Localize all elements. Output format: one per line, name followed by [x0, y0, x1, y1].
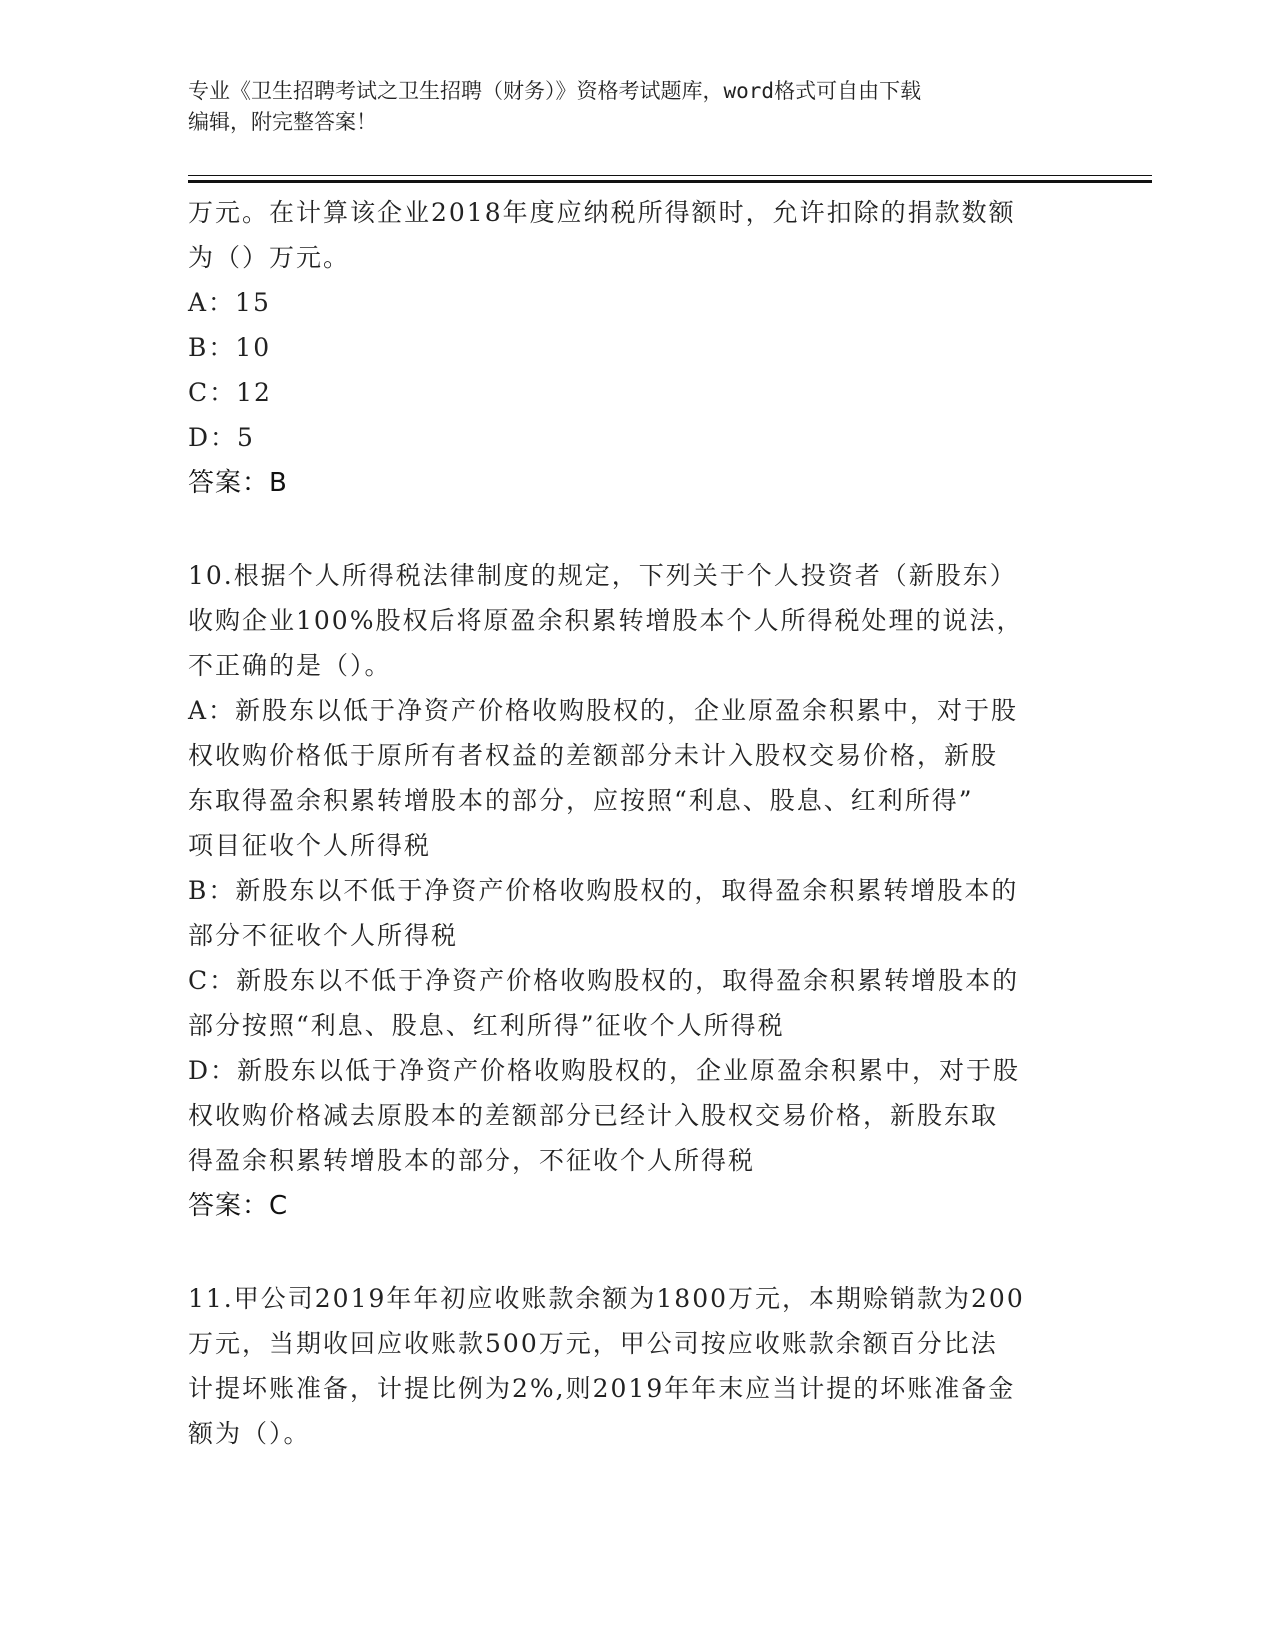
option-line: 部分不征收个人所得税 — [188, 921, 459, 950]
option-a: A：15 — [188, 288, 271, 317]
header-divider-thick — [188, 180, 1152, 183]
question-9-continued — [188, 190, 1088, 506]
option-line: D：新股东以低于净资产价格收购股权的，企业原盈余积累中，对于股 — [188, 1056, 1021, 1085]
option-line: 权收购价格减去原股本的差额部分已经计入股权交易价格，新股东取 — [188, 1101, 999, 1130]
question-stem-line: 万元，当期收回应收账款500万元，甲公司按应收账款余额百分比法 — [188, 1329, 998, 1358]
question-10 — [188, 553, 1088, 1229]
question-stem-line: 收购企业100%股权后将原盈余积累转增股本个人所得税处理的说法， — [188, 606, 1024, 635]
option-line: A：新股东以低于净资产价格收购股权的，企业原盈余积累中，对于股 — [188, 696, 1019, 725]
option-b: B：10 — [188, 333, 272, 362]
document-header — [188, 76, 1068, 138]
question-stem-line: 为（）万元。 — [188, 243, 351, 272]
option-line: 部分按照“利息、股息、红利所得”征收个人所得税 — [188, 1011, 785, 1040]
option-line: 东取得盈余积累转增股本的部分，应按照“利息、股息、红利所得” — [188, 786, 974, 815]
question-11 — [188, 1276, 1088, 1456]
option-line: 权收购价格低于原所有者权益的差额部分未计入股权交易价格，新股 — [188, 741, 999, 770]
header-line-2: 编辑，附完整答案！ — [188, 110, 377, 134]
option-line: 得盈余积累转增股本的部分，不征收个人所得税 — [188, 1146, 756, 1175]
question-stem-line: 10.根据个人所得税法律制度的规定，下列关于个人投资者（新股东） — [188, 561, 1017, 590]
answer-label: 答案：B — [188, 468, 288, 498]
header-line-1: 专业《卫生招聘考试之卫生招聘（财务）》资格考试题库，word格式可自由下载 — [188, 79, 922, 103]
option-d: D：5 — [188, 423, 255, 452]
option-line: B：新股东以不低于净资产价格收购股权的，取得盈余积累转增股本的 — [188, 876, 1019, 905]
answer-label: 答案：C — [188, 1191, 289, 1221]
option-line: C：新股东以不低于净资产价格收购股权的，取得盈余积累转增股本的 — [188, 966, 1020, 995]
spacer — [188, 506, 1088, 553]
option-line: 项目征收个人所得税 — [188, 831, 432, 860]
question-stem-line: 不正确的是（）。 — [188, 651, 392, 680]
question-stem-line: 11.甲公司2019年年初应收账款余额为1800万元，本期赊销款为200 — [188, 1284, 1025, 1313]
option-c: C：12 — [188, 378, 272, 407]
question-stem-line: 额为（）。 — [188, 1419, 311, 1448]
question-stem-line: 万元。在计算该企业2018年度应纳税所得额时，允许扣除的捐款数额 — [188, 198, 1016, 227]
spacer — [188, 1229, 1088, 1276]
header-divider-thin — [188, 175, 1152, 176]
question-stem-line: 计提坏账准备，计提比例为2%,则2019年年末应当计提的坏账准备金 — [188, 1374, 1016, 1403]
document-body — [188, 190, 1088, 1456]
